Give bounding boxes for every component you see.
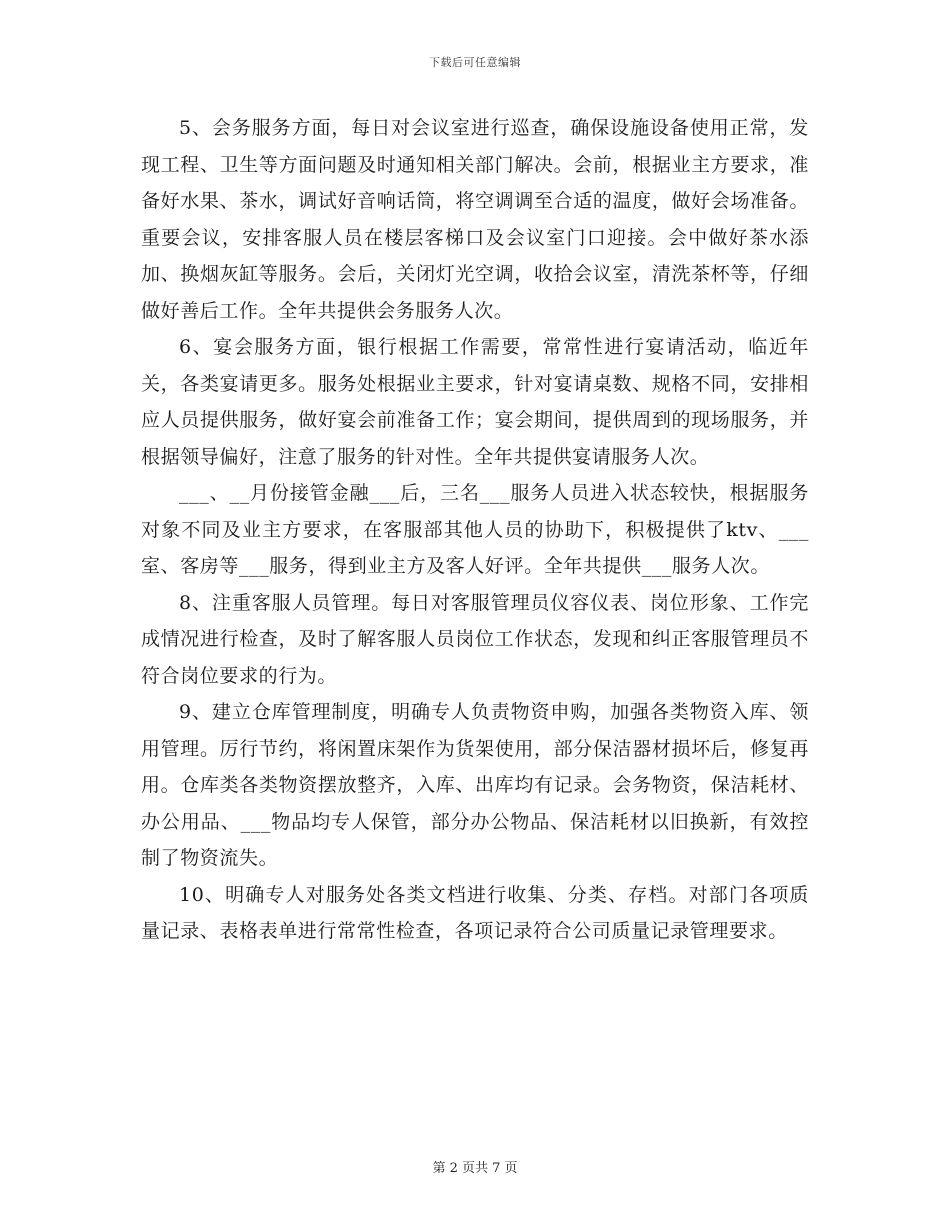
paragraph-5-meeting-service: 5、会务服务方面，每日对会议室进行巡查，确保设施设备使用正常，发现工程、卫生等方面问题及时通知相关部门解决。会前，根据业主方要求，准备好水果、茶水，调试好音响话筒，将空调调至合适的温度，做好会场准备。重要会议，安排客服人员在楼层客梯口及会议室门口迎接。会中做好茶水添加、换烟灰缸等服务。会后，关闭灯光空调，收拾会议室，清洗茶杯等，仔细做好善后工作。全年共提供会务服务人次。 <box>141 117 809 322</box>
document-body <box>141 110 809 950</box>
paragraph-7-takeover-service: ___、__月份接管金融___后，三名___服务人员进入状态较快，根据服务对象不同及业主方要求，在客服部其他人员的协助下，积极提供了ktv、___室、客房等___服务，得到业主方及客人好评。全年共提供___服务人次。 <box>141 482 809 577</box>
paragraph-6-banquet-service: 6、宴会服务方面，银行根据工作需要，常常性进行宴请活动，临近年关，各类宴请更多。服务处根据业主要求，针对宴请桌数、规格不同，安排相应人员提供服务，做好宴会前准备工作；宴会期间，提供周到的现场服务，并根据领导偏好，注意了服务的针对性。全年共提供宴请服务人次。 <box>141 336 809 468</box>
page-number: 第 2 页共 7 页 <box>432 1161 518 1176</box>
paragraph-8-staff-management: 8、注重客服人员管理。每日对客服管理员仪容仪表、岗位形象、工作完成情况进行检查，及时了解客服人员岗位工作状态，发现和纠正客服管理员不符合岗位要求的行为。 <box>141 591 809 687</box>
paragraph-9-warehouse-management: 9、建立仓库管理制度，明确专人负责物资申购，加强各类物资入库、领用管理。厉行节约，将闲置床架作为货架使用，部分保洁器材损坏后，修复再用。仓库类各类物资摆放整齐，入库、出库均有记录。会务物资，保洁耗材、办公用品、___物品均专人保管，部分办公物品、保洁耗材以旧换新，有效控制了物资流失。 <box>141 701 809 869</box>
paragraph-10-document-archiving: 10、明确专人对服务处各类文档进行收集、分类、存档。对部门各项质量记录、表格表单进行常常性检查，各项记录符合公司质量记录管理要求。 <box>141 883 809 942</box>
header-note: 下载后可任意编辑 <box>429 56 521 69</box>
